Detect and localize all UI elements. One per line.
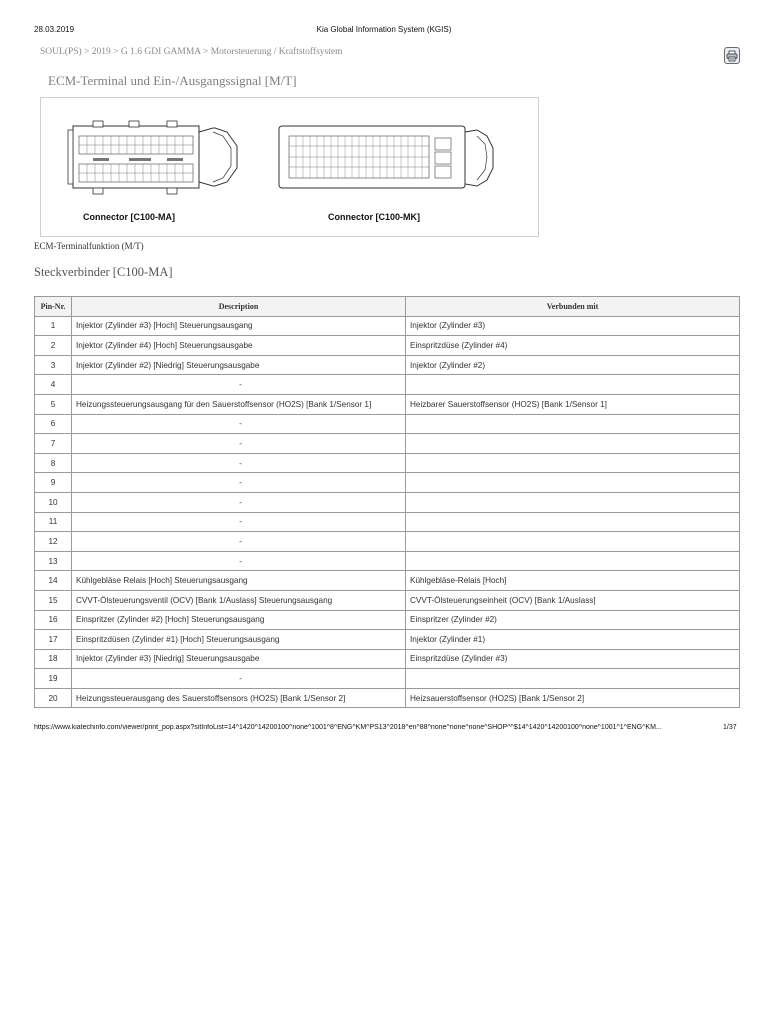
pin-cell: 5 [35, 394, 72, 414]
description-cell: Injektor (Zylinder #3) [Niedrig] Steuerungsausgabe [72, 649, 406, 669]
description-cell: Injektor (Zylinder #2) [Niedrig] Steuerungsausgabe [72, 355, 406, 375]
function-title: ECM-Terminalfunktion (M/T) [34, 241, 144, 251]
description-cell: - [72, 512, 406, 532]
connected-cell: Injektor (Zylinder #2) [406, 355, 740, 375]
pin-cell: 17 [35, 630, 72, 650]
pin-cell: 16 [35, 610, 72, 630]
connector-ma-label: Connector [C100-MA] [83, 212, 176, 222]
connected-cell: Injektor (Zylinder #1) [406, 630, 740, 650]
pin-cell: 4 [35, 375, 72, 395]
connected-cell [406, 512, 740, 532]
description-cell: Injektor (Zylinder #4) [Hoch] Steuerungsausgabe [72, 336, 406, 356]
connector-mk-drawing [275, 118, 515, 208]
pin-cell: 6 [35, 414, 72, 434]
description-cell: Heizungssteuerausgang des Sauerstoffsensors (HO2S) [Bank 1/Sensor 2] [72, 688, 406, 708]
pin-cell: 19 [35, 669, 72, 689]
pin-cell: 15 [35, 590, 72, 610]
pin-cell: 14 [35, 571, 72, 591]
description-cell: Kühlgebläse Relais [Hoch] Steuerungsausgang [72, 571, 406, 591]
system-title: Kia Global Information System (KGIS) [316, 25, 452, 34]
pin-cell: 2 [35, 336, 72, 356]
connected-cell: Injektor (Zylinder #3) [406, 316, 740, 336]
connected-cell [406, 414, 740, 434]
connector-figure [40, 97, 539, 237]
connector-mk-label: Connector [C100-MK] [328, 212, 421, 222]
description-cell: Einspritzdüsen (Zylinder #1) [Hoch] Steuerungsausgang [72, 630, 406, 650]
connected-cell: Heizbarer Sauerstoffsensor (HO2S) [Bank 1/Sensor 1] [406, 394, 740, 414]
table-row [35, 316, 740, 336]
description-cell: Einspritzer (Zylinder #2) [Hoch] Steuerungsausgang [72, 610, 406, 630]
connected-cell: Einspritzdüse (Zylinder #4) [406, 336, 740, 356]
description-cell: Injektor (Zylinder #3) [Hoch] Steuerungsausgang [72, 316, 406, 336]
description-cell: - [72, 532, 406, 552]
table-row [35, 630, 740, 650]
connected-cell [406, 551, 740, 571]
description-cell: - [72, 375, 406, 395]
description-cell: - [72, 434, 406, 454]
footer-url: https://www.kiatechinfo.com/viewer/print_pop.aspx?sitInfoList=14^1420^14200100^none^1001^8^ENG^KM^PS13^2018^en^88^none^none^none^SHOP^^$14^1420^14200100^none^1001^1^ENG^KM... [34, 724, 662, 731]
description-cell: - [72, 669, 406, 689]
description-cell: Heizungssteuerungsausgang für den Sauerstoffsensor (HO2S) [Bank 1/Sensor 1] [72, 394, 406, 414]
footer-page-number: 1/37 [723, 724, 737, 731]
table-body [35, 316, 740, 708]
connected-cell [406, 434, 740, 454]
pin-cell: 9 [35, 473, 72, 493]
pin-cell: 20 [35, 688, 72, 708]
pin-cell: 8 [35, 453, 72, 473]
print-date: 28.03.2019 [34, 25, 75, 34]
table-row [35, 610, 740, 630]
table-row [35, 414, 740, 434]
table-row [35, 649, 740, 669]
print-button[interactable] [724, 47, 740, 64]
pin-cell: 12 [35, 532, 72, 552]
connected-cell [406, 375, 740, 395]
connected-cell: CVVT-Ölsteuerungseinheit (OCV) [Bank 1/Auslass] [406, 590, 740, 610]
table-row [35, 571, 740, 591]
pin-column-header: Pin-Nr. [35, 297, 72, 317]
table-row [35, 473, 740, 493]
pin-cell: 1 [35, 316, 72, 336]
table-row [35, 590, 740, 610]
table-row [35, 688, 740, 708]
table-row [35, 551, 740, 571]
description-cell: - [72, 414, 406, 434]
description-cell: - [72, 473, 406, 493]
table-row [35, 669, 740, 689]
table-row [35, 453, 740, 473]
connector-ma-drawing [63, 118, 243, 208]
table-row [35, 336, 740, 356]
table-row [35, 394, 740, 414]
description-cell: - [72, 492, 406, 512]
pin-cell: 7 [35, 434, 72, 454]
table-row [35, 512, 740, 532]
table-row [35, 532, 740, 552]
pin-cell: 3 [35, 355, 72, 375]
connected-cell [406, 669, 740, 689]
connected-cell: Einspritzdüse (Zylinder #3) [406, 649, 740, 669]
pin-cell: 13 [35, 551, 72, 571]
pin-cell: 11 [35, 512, 72, 532]
table-header-row [35, 297, 740, 317]
description-cell: - [72, 453, 406, 473]
connected-cell [406, 532, 740, 552]
section-title: Steckverbinder [C100-MA] [34, 265, 173, 279]
table-row [35, 492, 740, 512]
connected-cell: Kühlgebläse-Relais [Hoch] [406, 571, 740, 591]
printer-icon [726, 50, 738, 62]
pin-cell: 10 [35, 492, 72, 512]
table-row [35, 355, 740, 375]
pin-cell: 18 [35, 649, 72, 669]
table-row [35, 434, 740, 454]
pin-table [34, 296, 740, 708]
description-cell: CVVT-Ölsteuerungsventil (OCV) [Bank 1/Auslass] Steuerungsausgang [72, 590, 406, 610]
connected-cell [406, 453, 740, 473]
table-row [35, 375, 740, 395]
breadcrumb[interactable]: SOUL(PS) > 2019 > G 1.6 GDI GAMMA > Motorsteuerung / Kraftstoffsystem [40, 47, 343, 57]
connected-cell: Heizsauerstoffsensor (HO2S) [Bank 1/Sensor 2] [406, 688, 740, 708]
connected-cell: Einspritzer (Zylinder #2) [406, 610, 740, 630]
connected-cell [406, 492, 740, 512]
connected-cell [406, 473, 740, 493]
connected-column-header: Verbunden mit [406, 297, 740, 317]
description-column-header: Description [72, 297, 406, 317]
description-cell: - [72, 551, 406, 571]
document-title: ECM-Terminal und Ein-/Ausgangssignal [M/T] [48, 73, 297, 88]
